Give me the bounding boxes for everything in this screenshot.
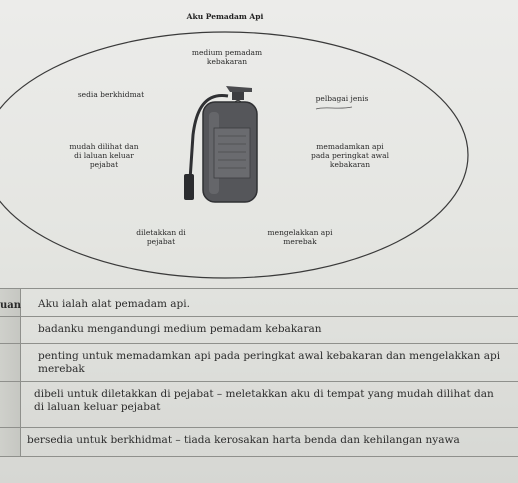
label-line: pada peringkat awal (311, 151, 389, 160)
row-text-line: merebak (38, 363, 85, 375)
table-row (27, 434, 460, 447)
label-line: pejabat (89, 160, 119, 169)
diagram-title: Aku Pemadam Api (186, 12, 264, 21)
label-line: kebakaran (206, 57, 248, 66)
row-text-line: badanku mengandungi medium pemadam kebakaran (38, 323, 322, 335)
table-row (38, 323, 322, 336)
fire-extinguisher-icon (184, 86, 257, 202)
label-line: mudah dilihat dan (69, 142, 139, 151)
label-diletakkan-di-pejabat (113, 228, 209, 246)
label-line: merebak (283, 237, 317, 246)
table-rule (0, 456, 518, 457)
label-line: sedia berkhidmat (77, 90, 145, 99)
table-row (38, 350, 500, 376)
label-line: memadamkan api (316, 142, 384, 151)
table-column-divider (20, 288, 21, 456)
label-line: di laluan keluar (74, 151, 134, 160)
label-medium-pemadam (172, 48, 282, 66)
label-pelbagai-jenis (292, 94, 392, 103)
label-memadamkan-api (290, 142, 410, 169)
table-header-fragment: uan (0, 300, 22, 311)
table-row (38, 298, 190, 311)
table-left-column (0, 288, 20, 456)
label-mengelakkan-api (245, 228, 355, 246)
label-mudah-dilihat (50, 142, 158, 169)
row-text-line: dibeli untuk diletakkan di pejabat – meletakkan aku di tempat yang mudah dilihat dan (34, 388, 494, 400)
label-line: diletakkan di (136, 228, 186, 237)
label-line: kebakaran (329, 160, 371, 169)
table-rule (0, 316, 518, 317)
label-line: mengelakkan api (267, 228, 333, 237)
table-rule (0, 288, 518, 289)
row-text-line: Aku ialah alat pemadam api. (38, 298, 190, 310)
label-sedia-berkhidmat (56, 90, 166, 99)
table-row (34, 388, 494, 414)
row-text-line: penting untuk memadamkan api pada peringkat awal kebakaran dan mengelakkan api (38, 350, 501, 362)
table-rule (0, 427, 518, 428)
handwritten-underline (316, 107, 352, 109)
label-line: pejabat (146, 237, 176, 246)
table-rule (0, 343, 518, 344)
table-rule (0, 381, 518, 382)
label-line: medium pemadam (191, 48, 263, 57)
label-line: pelbagai jenis (315, 94, 369, 103)
row-text-line: di laluan keluar pejabat (34, 401, 161, 413)
row-text-line: bersedia untuk berkhidmat – tiada kerosakan harta benda dan kehilangan nyawa (27, 434, 460, 446)
